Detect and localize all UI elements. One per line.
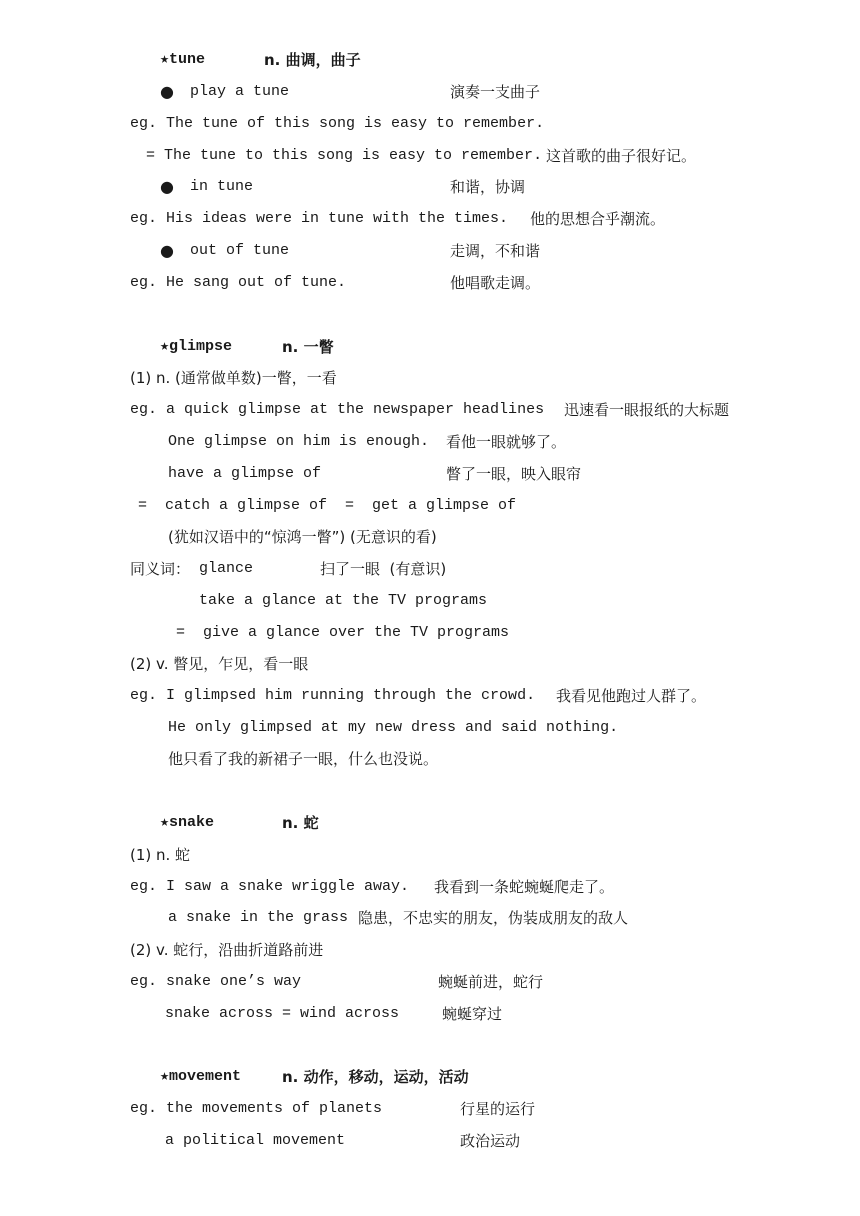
example-zh: 蜿蜒穿过 [442, 1005, 503, 1023]
example-en: eg. He sang out of tune. [130, 274, 347, 291]
example-en: eg. snake one’s way [130, 973, 302, 990]
entry-headword-tune: ★tune [160, 51, 206, 68]
entry-headword-glimpse: ★glimpse [160, 338, 233, 355]
sense-heading: (1) n. (通常做单数)一瞥，一看 [130, 369, 337, 387]
example-en: have a glimpse of [168, 465, 322, 482]
example-en: snake across = wind across [165, 1005, 400, 1022]
example-zh: 他只看了我的新裙子一眼，什么也没说。 [168, 750, 439, 768]
entry-pos-snake: n. 蛇 [282, 814, 319, 832]
example-en: = catch a glimpse of = get a glimpse of [138, 497, 517, 514]
phrase-zh: 走调，不和谐 [450, 242, 541, 260]
example-zh: 政治运动 [460, 1132, 521, 1150]
example-en: eg. I saw a snake wriggle away. [130, 878, 410, 895]
example-zh: 蜿蜒前进，蛇行 [438, 973, 544, 991]
synonym-word: glance [199, 560, 254, 577]
example-zh: 行星的运行 [460, 1100, 536, 1118]
bullet-icon: ● [160, 177, 174, 196]
phrase-en: in tune [190, 178, 254, 195]
example-zh: 隐患，不忠实的朋友，伪装成朋友的敌人 [358, 909, 629, 927]
example-zh: 看他一眼就够了。 [446, 433, 567, 451]
bullet-icon: ● [160, 241, 174, 260]
example-en: One glimpse on him is enough. [168, 433, 430, 450]
example-en: a snake in the grass [168, 909, 349, 926]
example-en: = give a glance over the TV programs [176, 624, 510, 641]
example-en: eg. the movements of planets [130, 1100, 383, 1117]
sense-heading: (2) v. 蛇行，沿曲折道路前进 [130, 941, 324, 959]
example-zh: 迅速看一眼报纸的大标题 [564, 401, 730, 419]
example-zh: 我看见他跑过人群了。 [556, 687, 707, 705]
phrase-en: play a tune [190, 83, 290, 100]
note-text: (犹如汉语中的“惊鸿一瞥”) (无意识的看) [168, 528, 437, 546]
entry-headword-snake: ★snake [160, 814, 215, 831]
sense-heading: (2) v. 瞥见，乍见，看一眼 [130, 655, 309, 673]
example-en: take a glance at the TV programs [199, 592, 488, 609]
phrase-zh: 演奏一支曲子 [450, 83, 541, 101]
entry-headword-movement: ★movement [160, 1068, 242, 1085]
phrase-zh: 和谐，协调 [450, 178, 526, 196]
entry-pos-tune: n. 曲调，曲子 [264, 51, 361, 69]
phrase-en: out of tune [190, 242, 290, 259]
entry-pos-movement: n. 动作，移动，运动，活动 [282, 1068, 469, 1086]
example-en: eg. I glimpsed him running through the crowd. [130, 687, 536, 704]
example-zh: 他的思想合乎潮流。 [530, 210, 666, 228]
example-en: eg. The tune of this song is easy to remember. [130, 115, 545, 132]
example-zh: 这首歌的曲子很好记。 [546, 147, 697, 165]
synonym-zh: 扫了一眼 (有意识) [320, 560, 447, 578]
synonym-label: 同义词： [130, 560, 191, 578]
example-zh: 我看到一条蛇蜿蜒爬走了。 [434, 878, 615, 896]
bullet-icon: ● [160, 82, 174, 101]
sense-heading: (1) n. 蛇 [130, 846, 191, 864]
example-zh: 瞥了一眼，映入眼帘 [446, 465, 582, 483]
example-zh: 他唱歌走调。 [450, 274, 541, 292]
example-en: a political movement [165, 1132, 346, 1149]
entry-pos-glimpse: n. 一瞥 [282, 338, 334, 356]
example-en: eg. His ideas were in tune with the times. [130, 210, 509, 227]
example-en: = The tune to this song is easy to remember. [146, 147, 543, 164]
example-en: He only glimpsed at my new dress and said nothing. [168, 719, 619, 736]
example-en: eg. a quick glimpse at the newspaper headlines [130, 401, 545, 418]
